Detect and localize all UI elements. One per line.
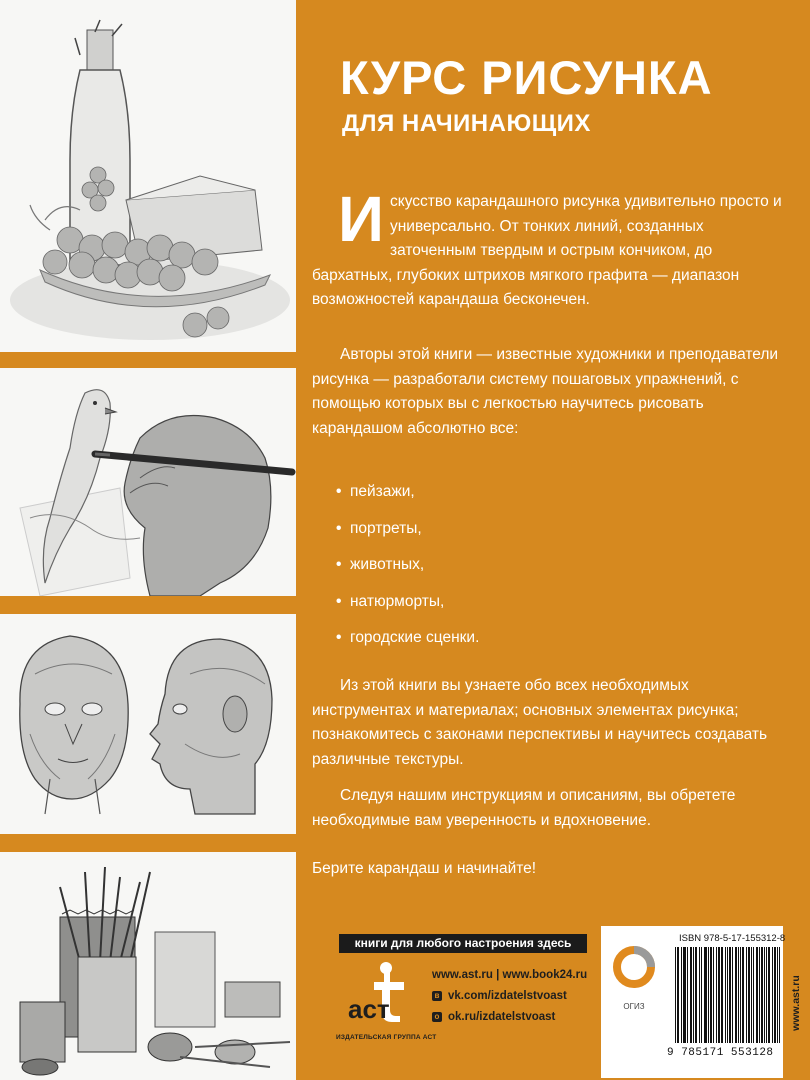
list-item: • животных, [336,553,479,590]
barcode-bar [701,947,702,1043]
barcode-bar [751,947,752,1043]
list-item: • пейзажи, [336,480,479,517]
barcode-bar [764,947,765,1043]
barcode-bar [740,947,741,1043]
barcode-bar [719,947,720,1043]
publisher-links [432,965,587,1028]
barcode-bar [711,947,712,1043]
intro-text: скусство карандашного рисунка удивительно просто и универсально. От тонких линий, созданных заточенным твердым и острым кончиком, до бархатных, глубоких штрихов мягкого графита — диапазон возможностей карандаша бесконечен. [312,193,782,308]
list-item: • городские сценки. [336,626,479,663]
hand-drawing-bird-illustration [0,368,296,596]
barcode-bar [742,947,743,1043]
barcode-bar [725,947,726,1043]
list-item: • натюрморты, [336,590,479,627]
barcode-bar [769,947,770,1043]
barcode-bar [713,947,714,1043]
barcode-digits: 9 785171 553128 [667,1047,774,1059]
still-life-illustration [0,0,296,352]
publisher-caption: ИЗДАТЕЛЬСКАЯ ГРУППА АСТ [336,1034,437,1041]
barcode-bar [774,947,775,1043]
barcode-bar [766,947,767,1043]
slogan-bar: книги для любого настроения здесь [339,934,587,953]
barcode-bar [681,947,682,1043]
barcode-bar [718,947,719,1043]
barcode-bar [705,947,706,1043]
barcode-bar [716,947,717,1043]
list-item: • портреты, [336,517,479,554]
closing-line: Берите карандаш и начинайте! [312,860,537,877]
ast-logo-icon [344,960,422,1030]
barcode-bar [746,947,747,1043]
barcode-bar [710,947,711,1043]
barcode-bar [735,947,736,1043]
ast-logo-text: аст [348,994,390,1024]
barcode-bar [736,947,737,1043]
barcode-bar [721,947,722,1043]
intro-paragraph [312,183,782,313]
barcode-bar [743,947,744,1043]
barcode-bar [675,947,676,1043]
barcode-bar [761,947,762,1043]
ogiz-label: ОГИЗ [623,1002,645,1011]
barcode-bar [708,947,709,1043]
barcode-bar [757,947,758,1043]
barcode-bar [756,947,757,1043]
barcode-bar [690,947,691,1043]
sites-link[interactable]: www.ast.ru | www.book24.ru [432,969,588,981]
barcode-bar [753,947,754,1043]
barcode-bar [768,947,769,1043]
ok-link[interactable]: о ok.ru/izdatelstvoast [432,1007,587,1028]
barcode-bar [706,947,707,1043]
barcode-bar [693,947,694,1043]
barcode-bar [696,947,697,1043]
barcode-bar [779,947,780,1043]
ok-icon: о [432,1012,442,1022]
barcode-bar [699,947,700,1043]
instructions-paragraph: Следуя нашим инструкциям и описаниям, вы обретете необходимые вам уверенность и вдохновение. [312,787,736,829]
ogiz-logo-icon [611,944,657,990]
barcode-bar [678,947,679,1043]
barcode-bar [691,947,692,1043]
vertical-url: www.ast.ru [790,975,802,1031]
barcode-bar [772,947,773,1043]
barcode-bar [684,947,685,1043]
barcode-bar [759,947,760,1043]
barcode-bar [749,947,750,1043]
barcode-bar [732,947,733,1043]
barcode-bar [677,947,678,1043]
barcode-bar [683,947,684,1043]
barcode-bar [729,947,730,1043]
tools-paragraph: Из этой книги вы узнаете обо всех необходимых инструментах и материалах; основных элементах рисунка; познакомитесь с законами перспективы и научитесь создавать различные текстуры. [312,677,768,768]
barcode-bar [748,947,749,1043]
drop-cap: И [338,183,384,255]
barcode-bar [687,947,688,1043]
anatomy-heads-illustration [0,614,296,834]
barcode-bar [775,947,776,1043]
vk-link[interactable]: в vk.com/izdatelstvoast [432,986,587,1007]
barcode-bar [727,947,728,1043]
barcode-bar [695,947,696,1043]
barcode-bar [762,947,763,1043]
barcode-icon [675,947,781,1043]
barcode-bar [722,947,723,1043]
barcode-bar [777,947,778,1043]
book-title: КУРС РИСУНКА [340,51,713,104]
topics-list [336,480,479,663]
barcode-bar [685,947,686,1043]
barcode-bar [730,947,731,1043]
barcode-bar [704,947,705,1043]
barcode-bar [738,947,739,1043]
isbn-number: ISBN 978-5-17-155312-8 [679,933,786,944]
book-subtitle: ДЛЯ НАЧИНАЮЩИХ [342,110,591,137]
vk-icon: в [432,991,442,1001]
authors-paragraph: Авторы этой книги — известные художники и преподаватели рисунка — разработали систему пошаговых упражнений, с помощью которых вы с легкостью научитесь рисовать карандашом абсолютно все: [312,346,779,437]
art-supplies-illustration [0,852,296,1080]
